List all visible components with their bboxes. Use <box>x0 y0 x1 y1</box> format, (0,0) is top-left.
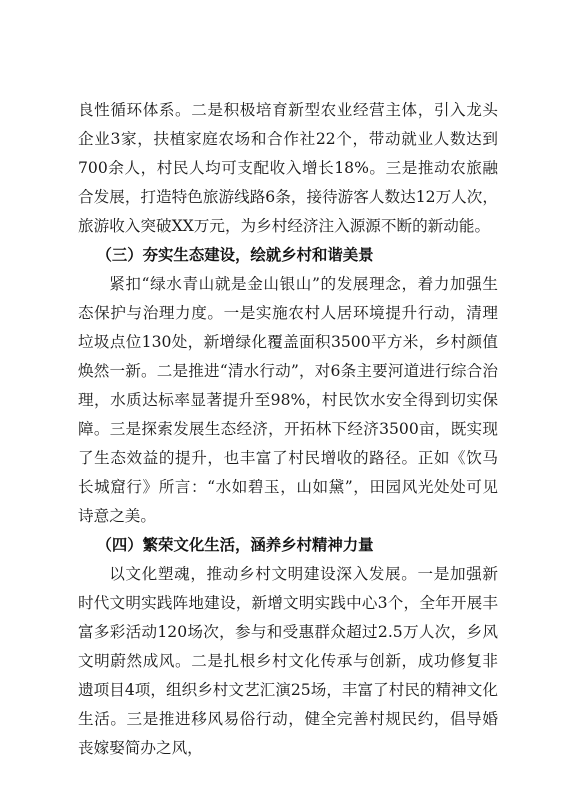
section-heading-ecology: （三）夯实生态建设，绘就乡村和谐美景 <box>96 246 374 264</box>
document-body <box>78 96 498 763</box>
paragraph-ecology: 紧扣“绿水青山就是金山银山”的发展理念，着力加强生态保护与治理力度。一是实施农村人居环境提升行动，清理垃圾点位130处，新增绿化覆盖面积3500平方米，乡村颜值焕然一新。二是推进“清水行动”，对6条主要河道进行综合治理，水质达标率显著提升至98%，村民饮水安全得到切实保障。三是探索发展生态经济，开拓林下经济3500亩，既实现了生态效益的提升，也丰富了村民增收的路径。正如《饮马长城窟行》所言：“水如碧玉，山如黛”，田园风光处处可见诗意之美。 <box>78 275 498 525</box>
paragraph-economy-continued: 良性循环体系。二是积极培育新型农业经营主体，引入龙头企业3家，扶植家庭农场和合作社22个，带动就业人数达到700余人，村民人均可支配收入增长18%。三是推动农旅融合发展，打造特色旅游线路6条，接待游客人数达12万人次，旅游收入突破XX万元，为乡村经济注入源源不断的新动能。 <box>78 101 498 235</box>
paragraph-culture: 以文化塑魂，推动乡村文明建设深入发展。一是加强新时代文明实践阵地建设，新增文明实践中心3个，全年开展丰富多彩活动120场次，参与和受惠群众超过2.5万人次，乡风文明蔚然成风。二是扎根乡村文化传承与创新，成功修复非遗项目4项，组织乡村文艺汇演25场，丰富了村民的精神文化生活。三是推进移风易俗行动，健全完善村规民约，倡导婚丧嫁娶简办之风， <box>78 565 498 757</box>
section-heading-culture: （四）繁荣文化生活，涵养乡村精神力量 <box>96 536 374 554</box>
